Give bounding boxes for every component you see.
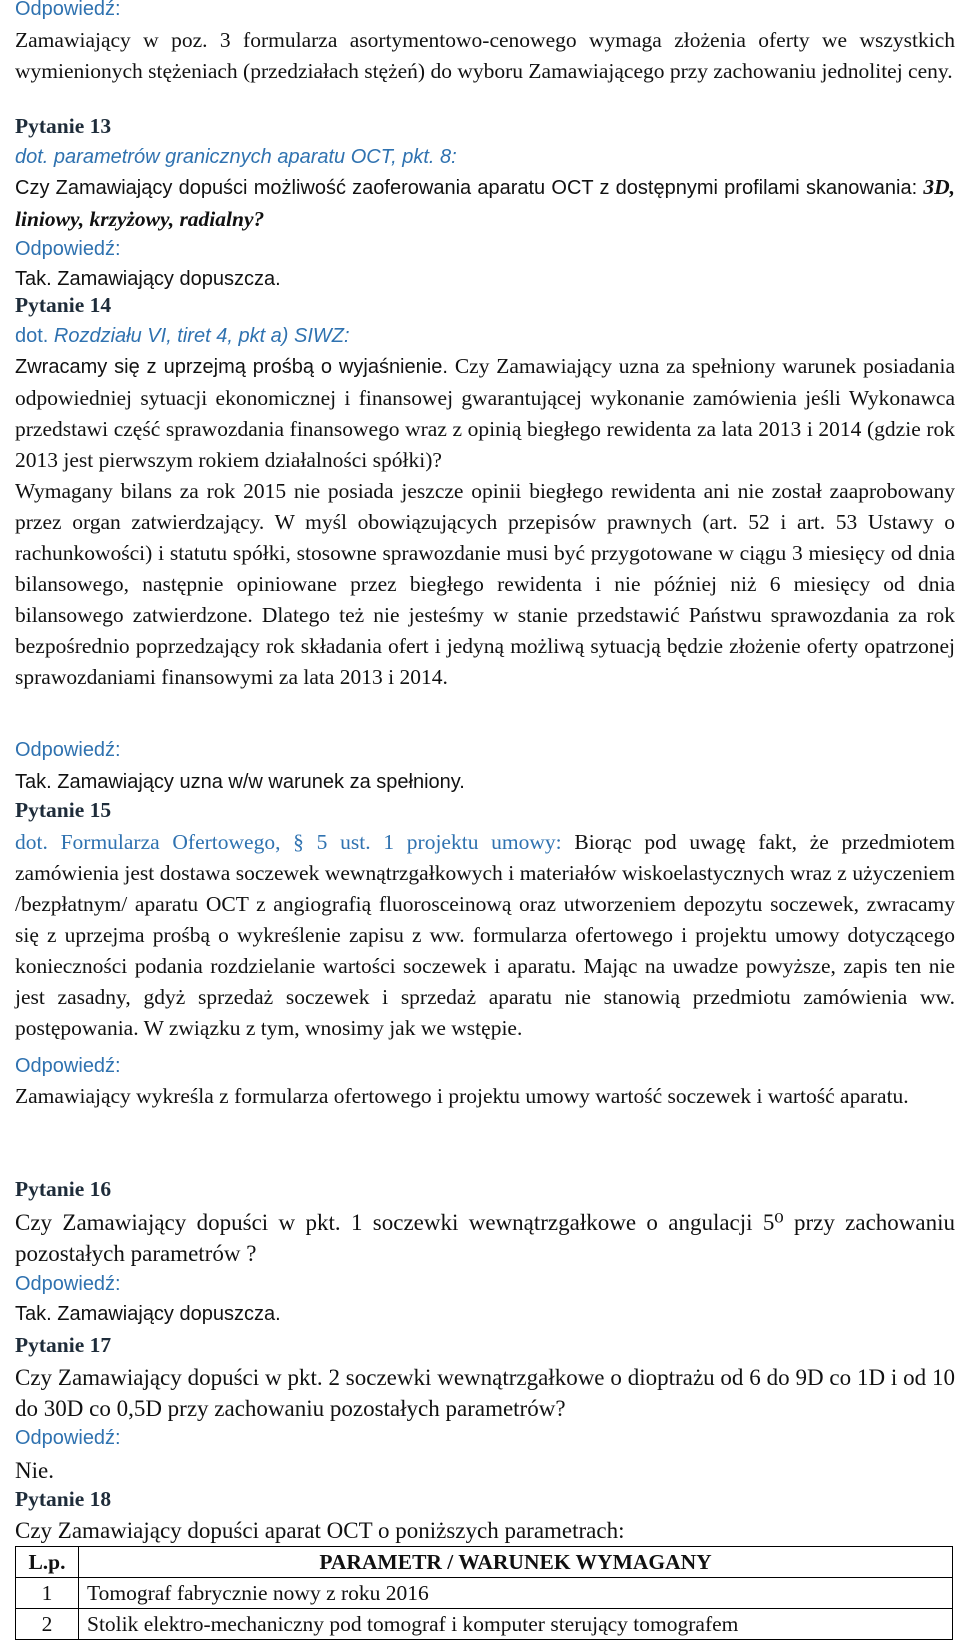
question-14-title: Pytanie 14 (15, 293, 112, 317)
table-row (16, 1609, 953, 1640)
question-13-text (15, 172, 955, 235)
question-15-reference: dot. Formularza Ofertowego, § 5 ust. 1 projektu umowy: (15, 830, 562, 854)
question-16-text: Czy Zamawiający dopuści w pkt. 1 soczewki wewnątrzgałkowe o angulacji 5⁰ przy zachowaniu pozostałych parametrów ? (15, 1210, 955, 1266)
answer-text: Zamawiający w poz. 3 formularza asortymentowo-cenowego wymaga złożenia oferty we wszystkich wymienionych stężeniach (przedziałach stężeń) do wyboru Zamawiającego przy zachowaniu jednolitej ceny. (15, 28, 955, 83)
question-14-reference (15, 320, 350, 352)
question-14-answer-text: Tak. Zamawiający uzna w/w warunek za spełniony. (15, 771, 465, 793)
question-13-answer-text: Tak. Zamawiający dopuszcza. (15, 268, 281, 290)
answer-label: Odpowiedź: (15, 0, 121, 20)
question-13-answer-label: Odpowiedź: (15, 238, 121, 260)
question-14-text-intro: Zwracamy się z uprzejmą prośbą o wyjaśnienie. (15, 356, 455, 378)
question-15-text (15, 827, 955, 1044)
question-17-answer-label: Odpowiedź: (15, 1427, 121, 1449)
question-14-explanation: Wymagany bilans za rok 2015 nie posiada jeszcze opinii biegłego rewidenta ani nie został zaaprobowany przez organ zatwierdzający. W myśl obowiązujących przepisów prawnych (art. 52 i art. 53 Ustawy o rachunkowości) i statutu spółki, stosowne sprawozdanie musi być przygotowane w ciągu 3 miesięcy od dnia bilansowego, następnie opiniowane przez biegłego rewidenta i nie później niż 6 miesięcy od dnia bilansowego zatwierdzone. Dlatego też nie jesteśmy w stanie przedstawić Państwu sprawozdania za rok bezpośrednio poprzedzający rok składania ofert i jedyną możliwą sytuacją będzie złożenie oferty opatrzonej sprawozdaniami finansowymi za lata 2013 i 2014. (15, 479, 955, 689)
question-14-reference-prefix: dot. (15, 325, 54, 347)
question-15-answer-label: Odpowiedź: (15, 1055, 121, 1077)
question-14-text-body: Czy Zamawiający uzna za spełniony warunek posiadania odpowiedniej sytuacji ekonomicznej i finansowej gwarantującej wykonanie zamówienia jeśli Wykonawca przedstawi część sprawozdania finansowego wraz z opinią biegłego rewidenta za lata 2013 i 2014 (gdzie rok 2013 jest pierwszym rokiem działalności spółki)? (15, 354, 955, 472)
table-header-lp: L.p. (16, 1547, 79, 1578)
parameters-table (15, 1546, 953, 1640)
question-16-title: Pytanie 16 (15, 1177, 112, 1201)
table-header-row (16, 1547, 953, 1578)
question-13-text-main: Czy Zamawiający dopuści możliwość zaoferowania aparatu OCT z dostępnymi profilami skanowania: (15, 177, 924, 199)
table-row (16, 1578, 953, 1609)
question-17-answer-text: Nie. (15, 1458, 54, 1483)
question-14-text (15, 351, 955, 476)
table-cell-lp: 2 (16, 1609, 79, 1640)
question-13-reference: dot. parametrów granicznych aparatu OCT, pkt. 8: (15, 146, 457, 168)
question-13-text-profiles: 3D, liniowy, krzyżowy, radialny? (15, 175, 955, 231)
table-cell-lp: 1 (16, 1578, 79, 1609)
question-16-answer-label: Odpowiedź: (15, 1273, 121, 1295)
question-18-title: Pytanie 18 (15, 1487, 112, 1511)
question-17-text: Czy Zamawiający dopuści w pkt. 2 soczewki wewnątrzgałkowe o dioptrażu od 6 do 9D co 1D i od 10 do 30D co 0,5D przy zachowaniu pozostałych parametrów? (15, 1365, 955, 1421)
table-header-parameter: PARAMETR / WARUNEK WYMAGANY (79, 1547, 953, 1578)
question-15-text-body: Biorąc pod uwagę fakt, że przedmiotem zamówienia jest dostawa soczewek wewnątrzgałkowych i materiałów wiskoelastycznych wraz z użyczeniem /bezpłatnym/ aparatu OCT z angiografią fluorosceinową oraz utworzeniem depozytu soczewek, zwracamy się z uprzejma prośbą o wykreślenie zapisu z ww. formularza ofertowego i projektu umowy dotyczącego konieczności podania rozdzielanie wartości soczewek i aparatu. Mając na uwadze powyższe, zapis ten nie jest zasadny, gdyż sprzedaż soczewek i sprzedaż aparatu nie stanowią przedmiotu zamówienia ww. postępowania. W związku z tym, wnosimy jak we wstępie. (15, 830, 955, 1040)
question-14-reference-body: Rozdziału VI, tiret 4, pkt a) SIWZ: (53, 325, 350, 347)
question-15-answer-text: Zamawiający wykreśla z formularza ofertowego i projektu umowy wartość soczewek i wartość aparatu. (15, 1084, 909, 1108)
question-13-title: Pytanie 13 (15, 114, 112, 138)
table-cell-parameter: Tomograf fabrycznie nowy z roku 2016 (79, 1578, 953, 1609)
question-14-answer-label: Odpowiedź: (15, 739, 121, 761)
question-15-title: Pytanie 15 (15, 798, 112, 822)
question-17-title: Pytanie 17 (15, 1333, 112, 1357)
question-18-text: Czy Zamawiający dopuści aparat OCT o poniższych parametrach: (15, 1518, 625, 1543)
question-16-answer-text: Tak. Zamawiający dopuszcza. (15, 1303, 281, 1325)
table-cell-parameter: Stolik elektro-mechaniczny pod tomograf i komputer sterujący tomografem (79, 1609, 953, 1640)
